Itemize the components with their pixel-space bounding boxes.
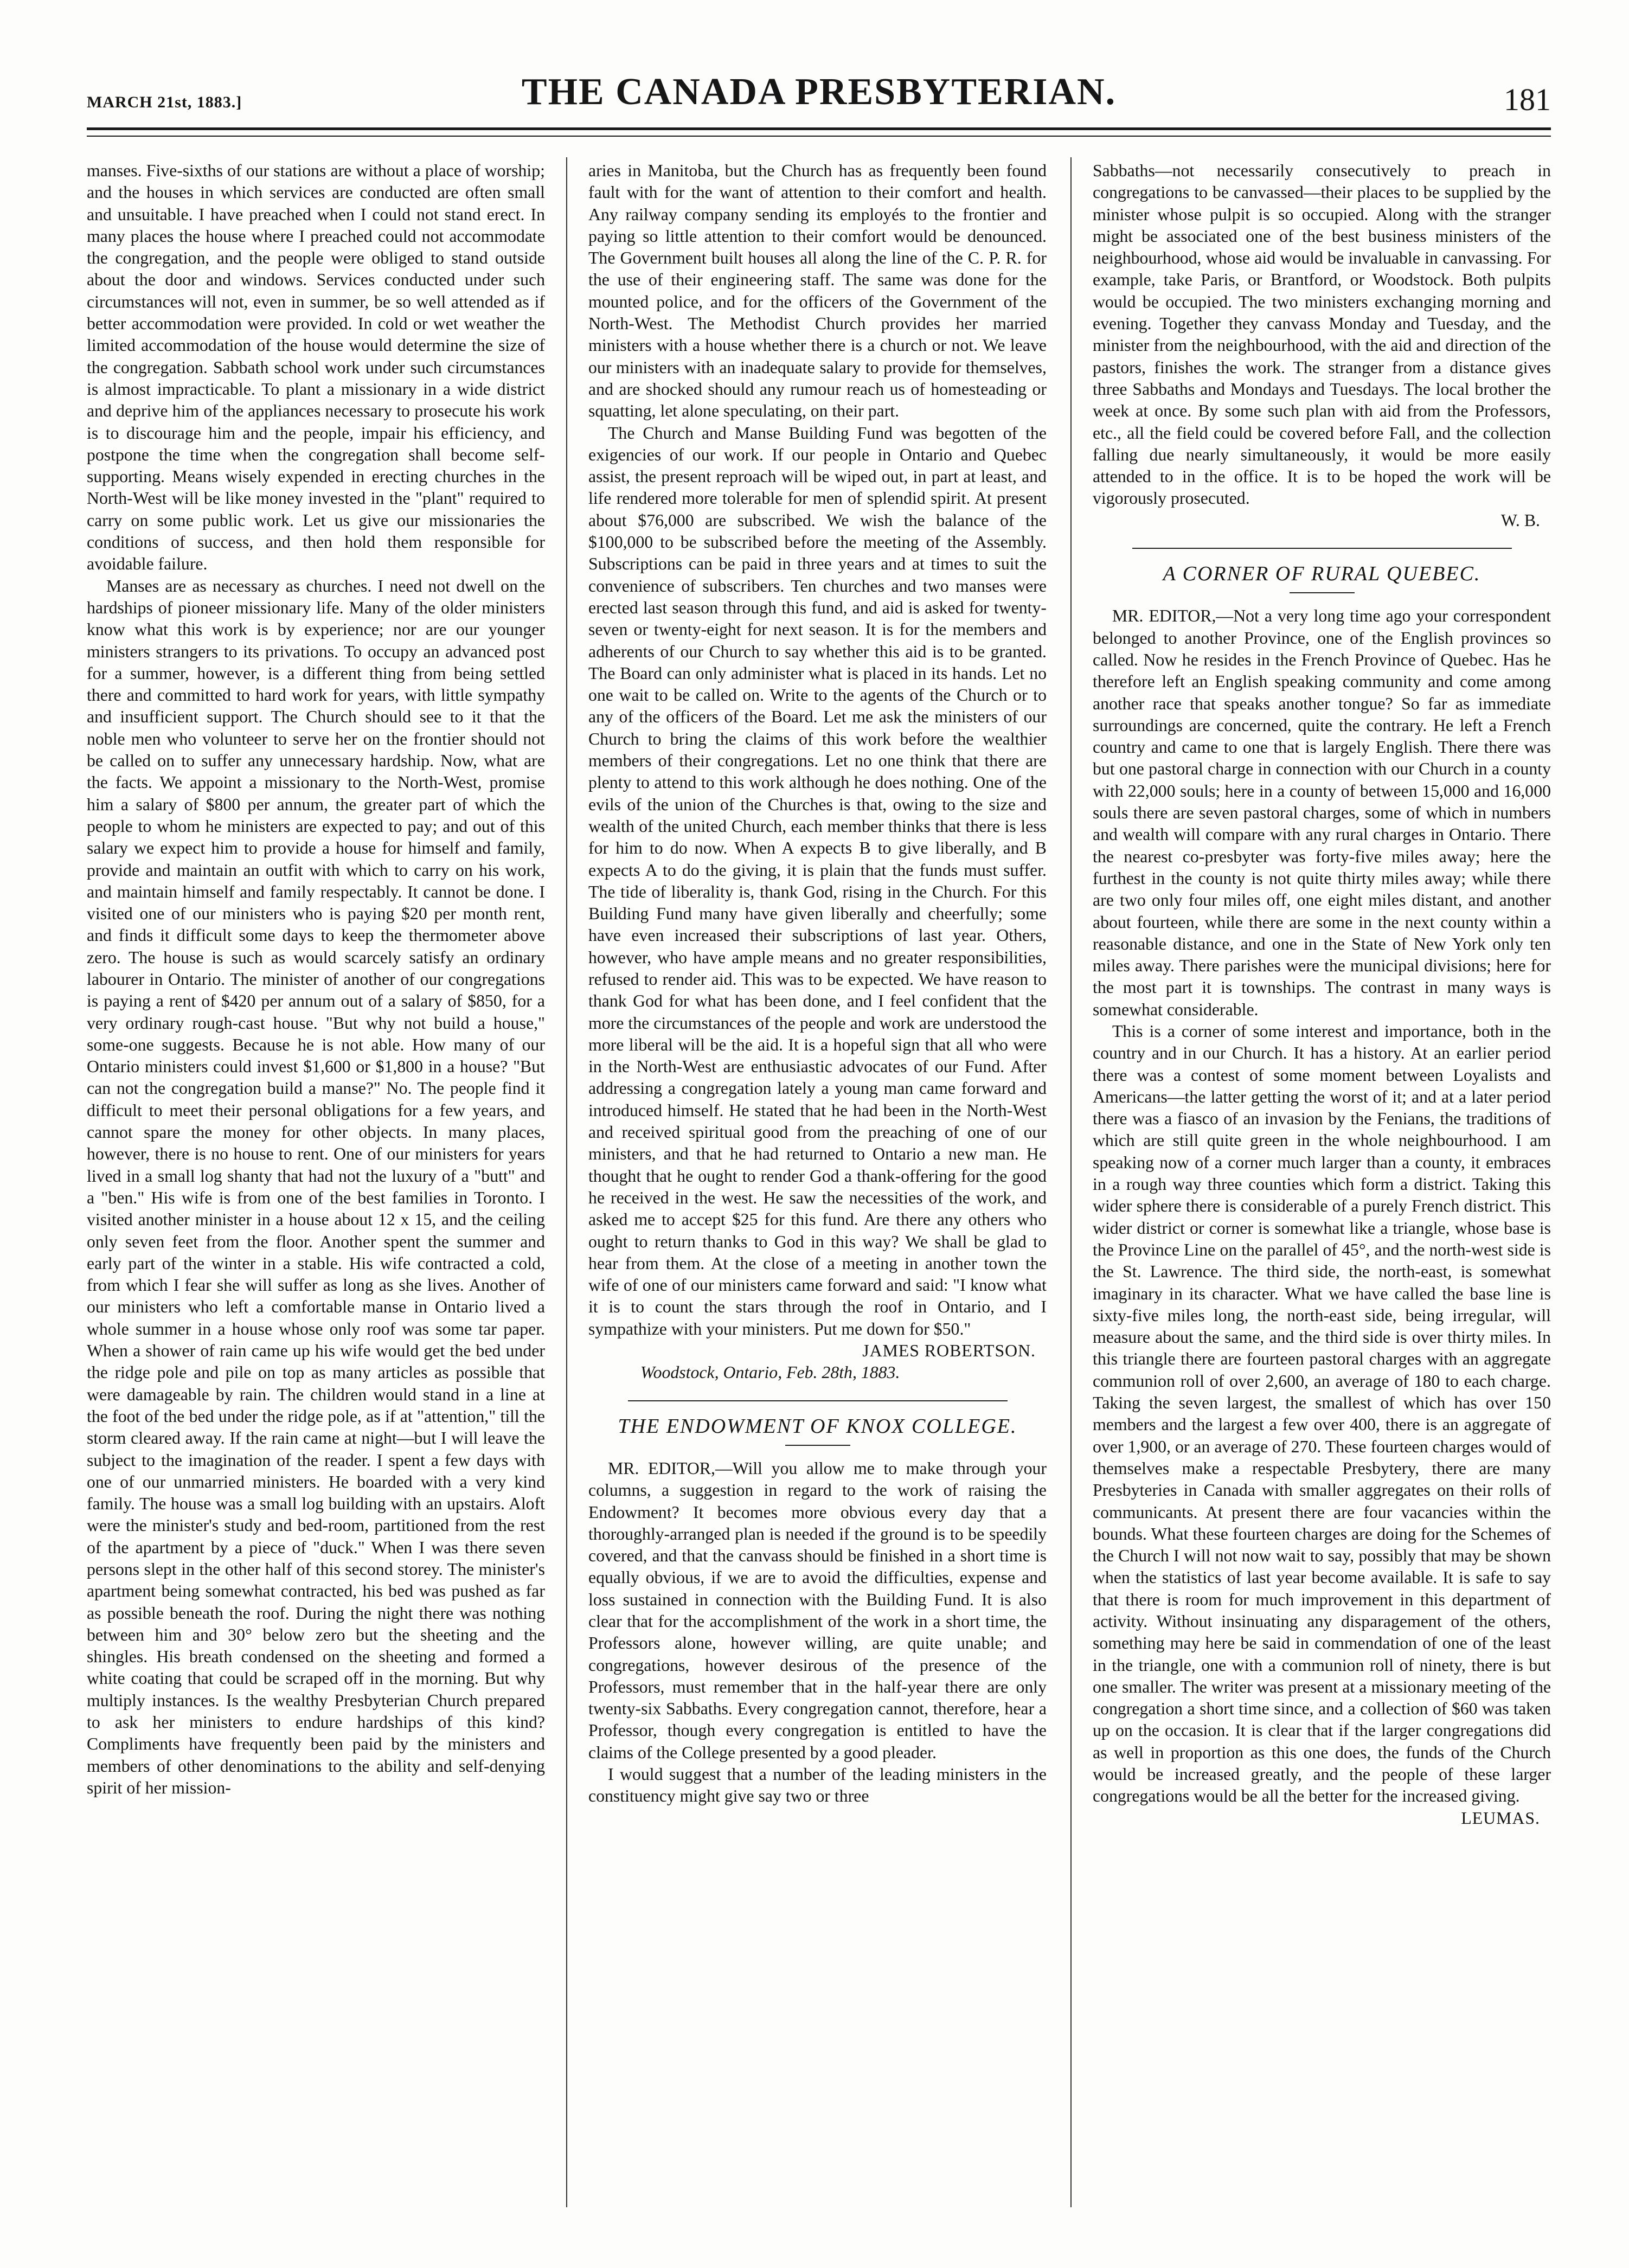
column-divider bbox=[566, 157, 567, 2207]
article-paragraph: manses. Five-sixths of our stations are without a place of worship; and the houses in which services are conducted are often small and unsuitable. I have preached when I could not stand erect. In many places the house where I preached could not accommodate the congregation, and the people were obliged to stand outside about the door and windows. Services conducted under such circumstances will not, even in summer, be so well attended as if better accommodation were provided. In cold or wet weather the limited accommodation of the house would determine the size of the congregation. Sabbath school work under such circumstances is almost impracticable. To plant a missionary in a wide district and deprive him of the appliances necessary to prosecute his work is to discourage him and the people, impair his efficiency, and postpone the time when the congregation shall become self-supporting. Means wisely expended in erecting churches in the North-West will be like money invested in the "plant" required to carry on some public work. Let us give our missionaries the conditions of success, and then hold them responsible for avoidable failure. bbox=[87, 161, 545, 574]
column-1 bbox=[87, 160, 545, 2232]
masthead-rule-thick bbox=[87, 127, 1551, 130]
page-number: 181 bbox=[1504, 82, 1551, 117]
article-paragraph: MR. EDITOR,—Not a very long time ago your correspondent belonged to another Province, one of the English provinces so called. Now he resides in the French Province of Quebec. Has he therefore left an English speaking community and come among another race that speaks another tongue? So far as immediate surroundings are concerned, quite the contrary. He left a French country and came to one that is largely English. There there was but one pastoral charge in connection with our Church in a county with 22,000 souls; here in a county of between 15,000 and 16,000 souls there are seven pastoral charges, some of which in numbers and wealth will compare with any rural charges in Ontario. There the nearest co-presbyter was forty-five miles away; here the furthest in the county is not quite thirty miles away; while there are two only four miles off, one eight miles distant, and another about fourteen, while there are some in the next county within a reasonable distance, and one in the State of New York only ten miles away. There parishes were the municipal divisions; here for the most part it is townships. The contrast in many ways is somewhat considerable. bbox=[1093, 606, 1551, 1019]
article-paragraph: Sabbaths—not necessarily consecutively to preach in congregations to be canvassed—their places to be supplied by the minister whose pulpit is so occupied. Along with the stranger might be associated one of the best business ministers of the neighbourhood, whose aid would be invaluable in canvassing. For example, take Paris, or Brantford, or Woodstock. Both pulpits would be occupied. The two ministers exchanging morning and evening. Together they canvass Monday and Tuesday, and the minister from the neighbourhood, with the aid and direction of the pastors, finishes the work. The stranger from a distance gives three Sabbaths and Mondays and Tuesdays. The local brother the week at once. By some such plan with aid from the Professors, etc., all the field could be covered before Fall, and the collection falling due nearly simultaneously, it would be more easily attended to in the office. It is to be hoped the work will be vigorously prosecuted. bbox=[1093, 161, 1551, 508]
heading-rule bbox=[785, 1445, 850, 1446]
article-paragraph: Manses are as necessary as churches. I need not dwell on the hardships of pioneer missionary life. Many of the older ministers know what this work is by experience; nor are our younger ministers strangers to its privations. To occupy an advanced post for a summer, however, is a different thing from being settled there and committed to hard work for years, with little sympathy and insufficient support. The Church should see to it that the noble men who volunteer to serve her on the frontier should not be called on to suffer any unnecessary hardship. Now, what are the facts. We appoint a missionary to the North-West, promise him a salary of $800 per annum, the greater part of which the people to whom he ministers are expected to pay; and out of this salary we expect him to provide a house for himself and family, provide and maintain an outfit with which to carry on his work, and maintain himself and family respectably. It cannot be done. I visited one of our ministers who is paying $20 per month rent, and finds it difficult some days to keep the thermometer above zero. The house is such as would scarcely satisfy an ordinary labourer in Ontario. The minister of another of our congregations is paying a rent of $420 per annum out of a salary of $850, for a very ordinary rough-cast house. "But why not build a house," some-one suggests. Because he is not able. How many of our Ontario ministers could invest $1,600 or $1,800 in a house? "But can not the congregation build a manse?" No. The people find it difficult to meet their personal obligations for a few years, and cannot spare the money for other objects. In many places, however, there is no house to rent. One of our ministers for years lived in a small log shanty that had not the luxury of a "butt" and a "ben." His wife is from one of the best families in Toronto. I visited another minister in a house about 12 x 15, and the ceiling only seven feet from the floor. Another spent the summer and early part of the winter in a stable. His wife contracted a cold, from which I fear she will suffer as long as she lives. Another of our ministers who left a comfortable manse in Ontario lived a whole summer in a house whose only roof was some tar paper. When a shower of rain came up his wife would get the bed under the ridge pole and pile on top as many articles as possible that were damageable by rain. The children would stand in a line at the foot of the bed under the ridge pole, as if at "attention," till the storm cleared away. If the rain came at night—but I will leave the subject to the imagination of the reader. I spent a few days with one of our unmarried ministers. He boarded with a very kind family. The house was a small log building with an upstairs. Aloft were the minister's study and bed-room, partitioned from the rest of the apartment by a piece of "duck." When I was there seven persons slept in the other half of this second storey. The minister's apartment being somewhat contracted, his bed was pushed as far as possible beneath the roof. During the night there was nothing between him and 30° below zero but the sheeting and the shingles. His breath condensed on the sheeting and formed a white coating that could be scraped off in the morning. But why multiply instances. Is the wealthy Presbyterian Church prepared to ask her ministers to endure hardships of this kind? Compliments have frequently been paid by the ministers and members of other denominations to the ability and self-denying spirit of her mission- bbox=[87, 576, 545, 1797]
article-paragraph: I would suggest that a number of the leading ministers in the constituency might give say two or three bbox=[588, 1765, 1047, 1806]
article-paragraph: aries in Manitoba, but the Church has as frequently been found fault with for the want of attention to their comfort and health. Any railway company sending its employés to the frontier and paying so little attention to their comfort would be denounced. The Government built houses all along the line of the C. P. R. for the use of their engineering staff. The same was done for the mounted police, and for the officers of the Government of the North-West. The Methodist Church provides her married ministers with a house whether there is a church or not. We leave our ministers with an inadequate salary to provide for themselves, and are shocked should any rumour reach us of homesteading or squatting, let alone speculating, on their part. bbox=[588, 161, 1047, 421]
article-separator bbox=[628, 1400, 1008, 1401]
masthead bbox=[87, 65, 1551, 125]
signature-james-robertson: JAMES ROBERTSON. bbox=[862, 1341, 1036, 1361]
article-separator bbox=[1132, 548, 1512, 549]
heading-rule bbox=[1290, 592, 1355, 593]
signature-leumas: LEUMAS. bbox=[1461, 1808, 1540, 1828]
dateline: Woodstock, Ontario, Feb. 28th, 1883. bbox=[640, 1363, 900, 1382]
newspaper-page bbox=[87, 49, 1551, 2240]
column-divider bbox=[1070, 157, 1072, 2207]
article-paragraph: This is a corner of some interest and importance, both in the country and in our Church. It has a history. At an earlier period there was a contest of some moment between Loyalists and Americans—the latter getting the worst of it; and at a later period there was a fiasco of an invasion by the Fenians, the traditions of which are still quite green in the whole neighbourhood. I am speaking now of a corner much larger than a county, it embraces in a rough way three counties which form a district. Taking this wider sphere there is considerable of a purely French district. This wider district or corner is somewhat like a triangle, whose base is the Province Line on the parallel of 45°, and the north-west side is the St. Lawrence. The third side, the north-east, is somewhat imaginary in its character. What we have called the base line is sixty-five miles long, the north-east side, being irregular, will measure about the same, and the third side is over thirty miles. In this triangle there are fourteen pastoral charges with an aggregate communion roll of over 2,600, an average of 180 to each charge. Taking the seven largest, the smallest of which has over 150 members and the largest a few over 400, there is an aggregate of over 1,900, or an average of 270. These fourteen charges would of themselves make a respectable Presbytery, there are many Presbyteries in Canada with smaller aggregates on their rolls of communicants. At present there are four vacancies within the bounds. What these fourteen charges are doing for the Schemes of the Church I will not now wait to say, possibly that may be shown when the statistics of last year become available. It is safe to say that there is room for much improvement in this department of activity. Without insinuating any disparagement of the others, something may here be said in commendation of one of the least in the triangle, one with a communion roll of ninety, there is but one smaller. The writer was present at a missionary meeting of the congregation a short time since, and a collection of $60 was taken up on the occasion. It is clear that if the larger congregations did as well in proportion as this one does, the funds of the Church would be increased greatly, and the people of these larger congregations would be all the better for the increased giving. bbox=[1093, 1021, 1551, 1806]
heading-endowment-knox-college: THE ENDOWMENT OF KNOX COLLEGE. bbox=[618, 1414, 1017, 1438]
column-2 bbox=[588, 160, 1047, 2232]
article-paragraph: The Church and Manse Building Fund was begotten of the exigencies of our work. If our people in Ontario and Quebec assist, the present reproach will be wiped out, in part at least, and life rendered more tolerable for men of splendid spirit. At present about $76,000 are subscribed. We wish the balance of the $100,000 to be subscribed before the meeting of the Assembly. Subscriptions can be paid in three years and at times to suit the convenience of subscribers. Ten churches and two manses were erected last season through this fund, and aid is asked for twenty-seven or twenty-eight for next season. It is for the members and adherents of our Church to say whether this aid is to be granted. The Board can only administer what is placed in its hands. Let no one wait to be called on. Write to the agents of the Church or to any of the officers of the Board. Let me ask the ministers of our Church to bring the claims of this work before the wealthier members of their congregations. Let no one think that there are plenty to attend to this work although he does nothing. One of the evils of the union of the Churches is that, owing to the size and wealth of the united Church, each member thinks that there is less for him to do now. When A expects B to give liberally, and B expects A to do the giving, it is plain that the funds must suffer. The tide of liberality is, thank God, rising in the Church. For this Building Fund many have given liberally and cheerfully; some have even increased their subscriptions of last year. Others, however, who have ample means and no greater responsibilities, refused to render aid. This was to be expected. We have reason to thank God for what has been done, and I feel confident that the more the circumstances of the people and work are understood the more liberal will be the aid. It is a hopeful sign that all who were in the North-West are enthusiastic advocates of our Fund. After addressing a congregation lately a young man came forward and introduced himself. He stated that he had been in the North-West and received spiritual good from the preaching of one of our ministers, and that he had returned to Ontario a new man. He thought that he ought to render God a thank-offering for the good he received in the west. He saw the necessities of the work, and asked me to accept $25 for this fund. Are there any others who ought to return thanks to God in this way? We shall be glad to hear from them. At the close of a meeting in another town the wife of one of our ministers came forward and said: "I know what it is to count the stars through the roof in Ontario, and I sympathize with your ministers. Put me down for $50." bbox=[588, 423, 1047, 1338]
signature-wb: W. B. bbox=[1500, 510, 1540, 530]
newspaper-title: THE CANADA PRESBYTERIAN. bbox=[521, 71, 1117, 113]
heading-corner-rural-quebec: A CORNER OF RURAL QUEBEC. bbox=[1163, 562, 1481, 586]
article-paragraph: MR. EDITOR,—Will you allow me to make through your columns, a suggestion in regard to the work of raising the Endowment? It becomes more obvious every day that a thoroughly-arranged plan is needed if the ground is to be speedily covered, and that the canvass should be finished in a short time is equally obvious, if we are to avoid the difficulties, expense and loss sustained in connection with the Building Fund. It is also clear that for the accomplishment of the work in a short time, the Professors alone, however willing, are quite unable; and congregations, however desirous of the presence of the Professors, must remember that in the half-year there are only twenty-six Sabbaths. Every congregation cannot, therefore, hear a Professor, though every congregation is entitled to have the claims of the College presented by a good pleader. bbox=[588, 1458, 1047, 1762]
masthead-rule-thin bbox=[87, 136, 1551, 137]
column-3 bbox=[1093, 160, 1551, 2232]
issue-date: MARCH 21st, 1883.] bbox=[87, 93, 242, 111]
